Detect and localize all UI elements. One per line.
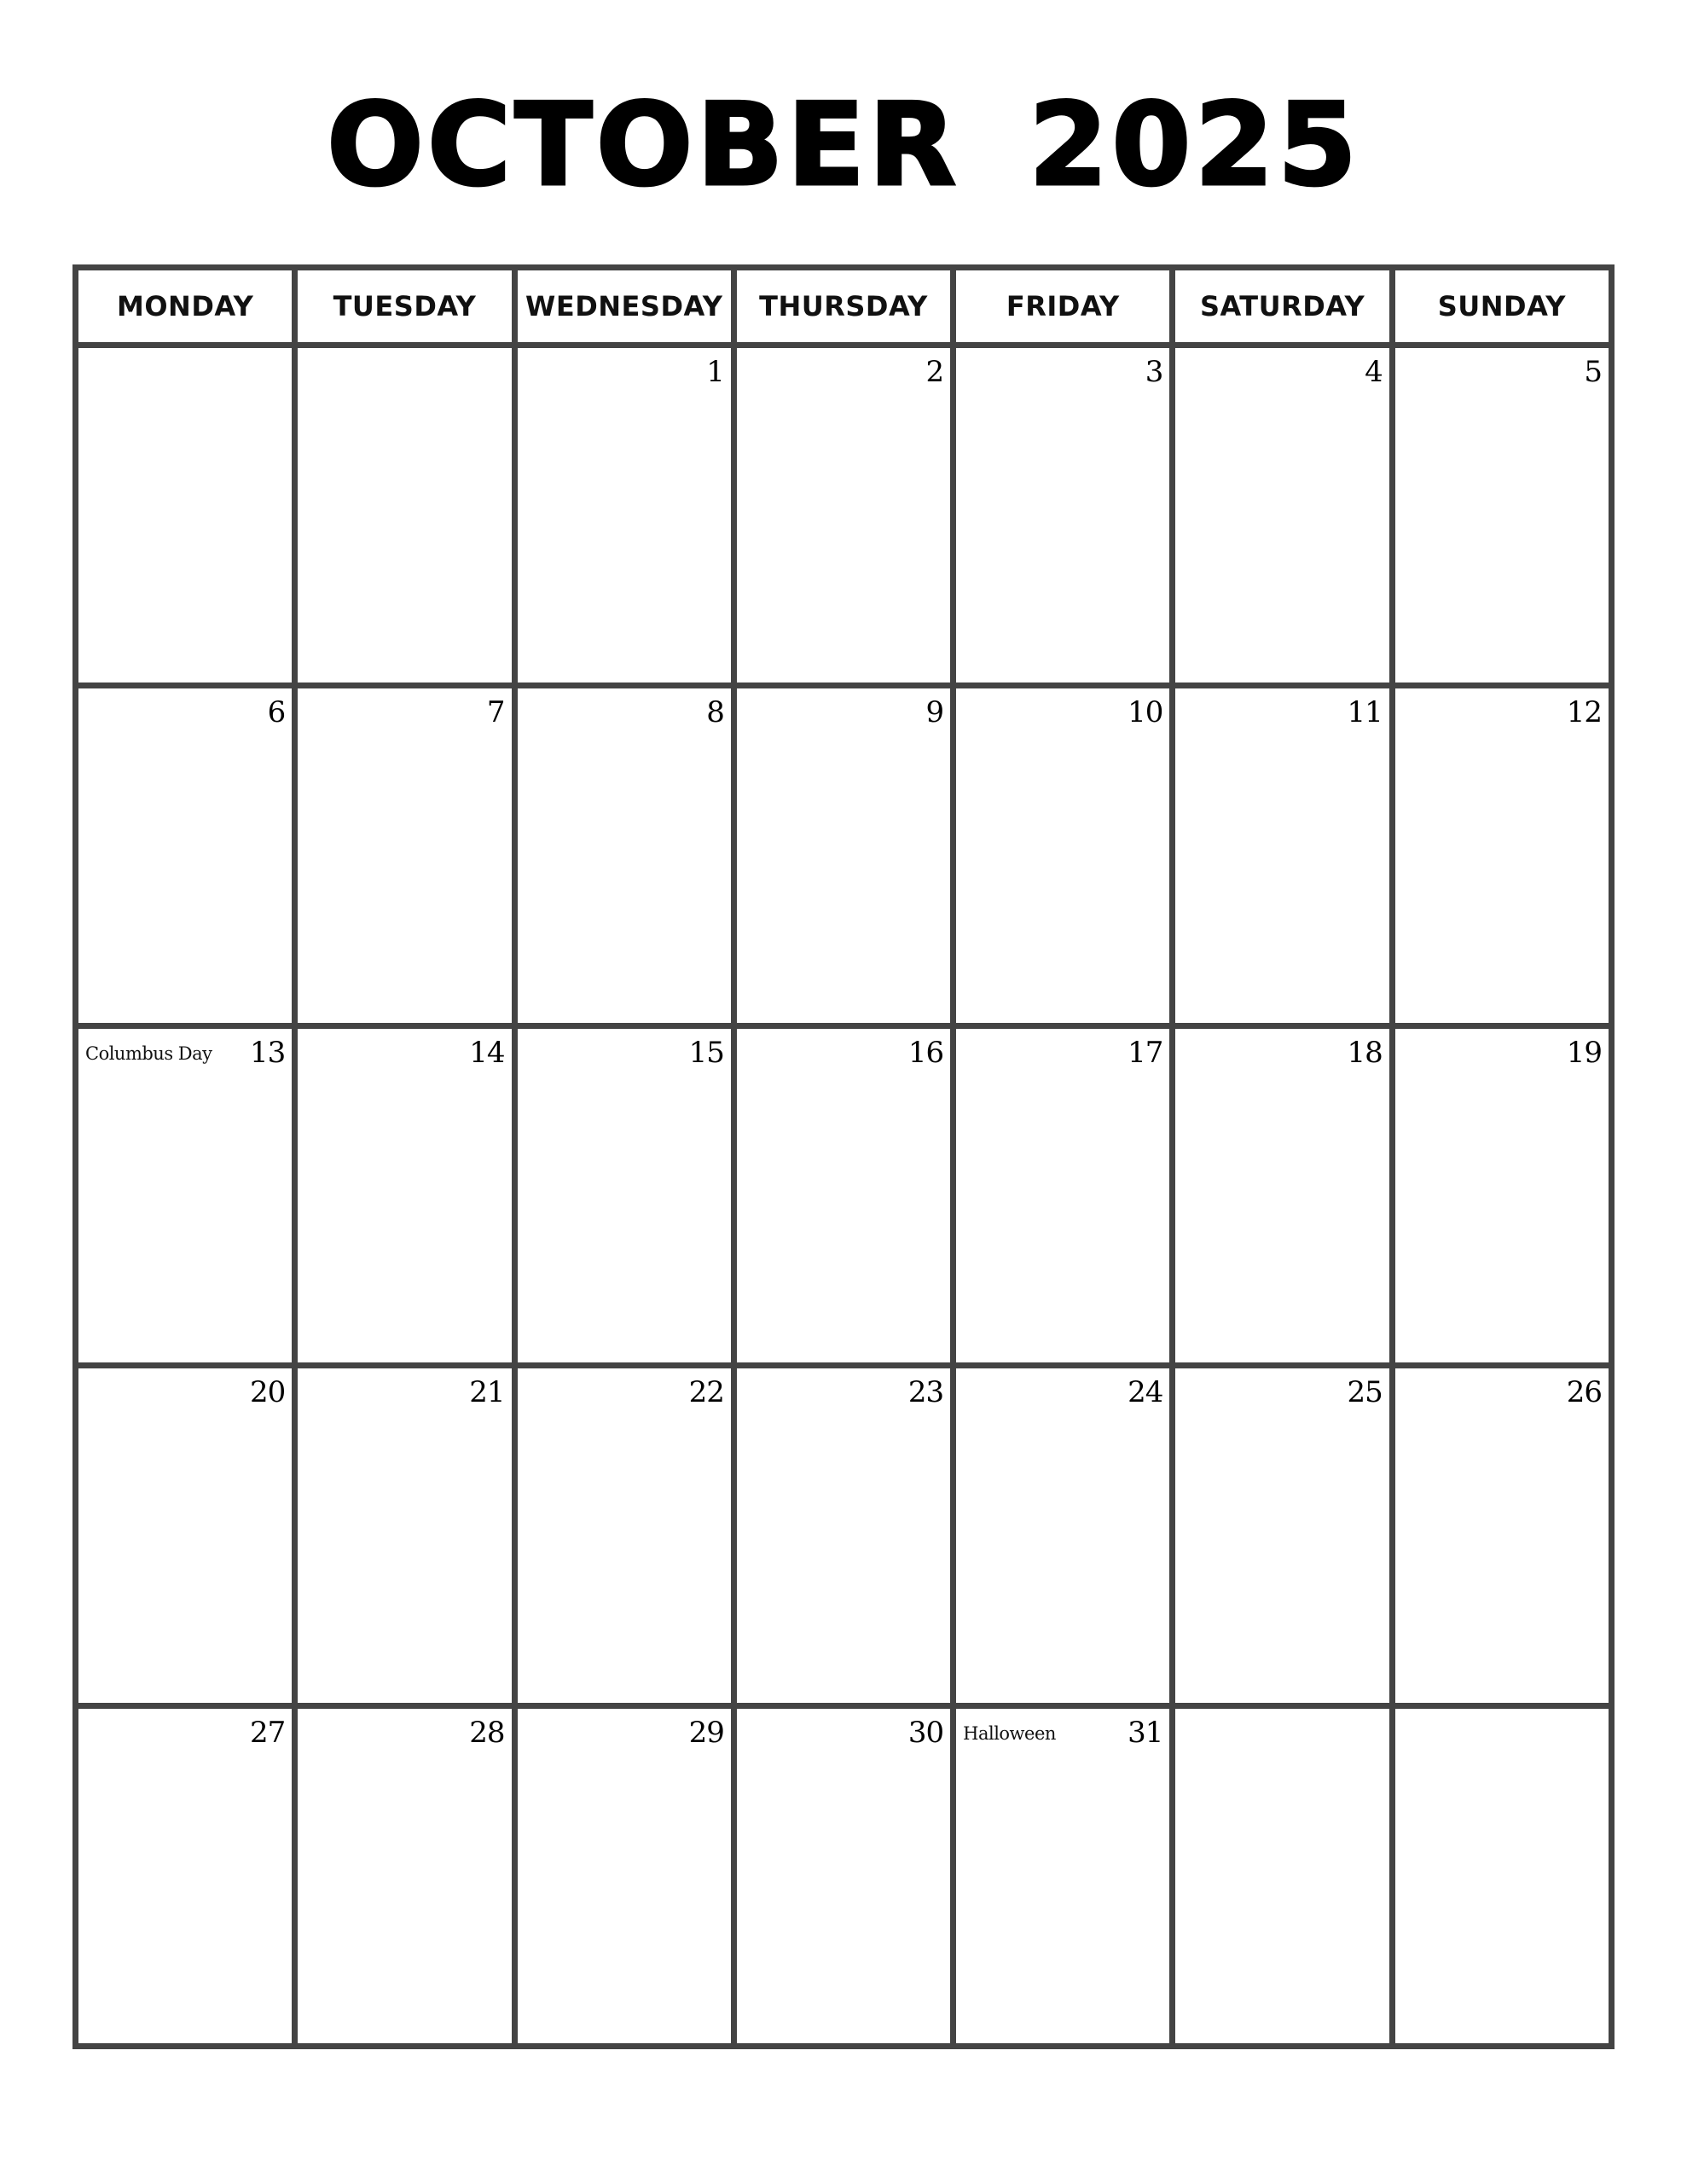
weekday-header-sunday: SUNDAY [1395,270,1609,342]
day-cell [956,688,1169,1023]
day-number: 15 [688,1035,724,1070]
day-number: 19 [1566,1035,1602,1070]
holiday-label: Columbus Day [85,1043,212,1064]
day-cell [1175,348,1388,682]
day-number: 9 [925,694,944,729]
day-number: 13 [250,1035,286,1070]
weekday-header-saturday: SATURDAY [1175,270,1388,342]
day-number: 23 [907,1375,944,1410]
weekday-header-tuesday: TUESDAY [298,270,511,342]
weekday-header-friday: FRIDAY [956,270,1169,342]
day-number: 7 [486,694,505,729]
day-cell [518,688,731,1023]
day-number: 20 [250,1375,286,1410]
day-number: 1 [706,355,724,389]
day-number: 25 [1347,1375,1383,1410]
day-cell [1175,688,1388,1023]
day-cell [78,1709,292,2043]
day-number: 12 [1566,694,1602,729]
day-cell [737,1029,950,1363]
day-cell [1395,348,1609,682]
day-number: 5 [1584,355,1602,389]
day-cell-empty [298,348,511,682]
weekday-header-thursday: THURSDAY [737,270,950,342]
day-cell-empty [78,348,292,682]
day-cell-empty [1175,1709,1388,2043]
day-number: 21 [469,1375,505,1410]
day-number: 28 [469,1716,505,1751]
day-number: 8 [706,694,724,729]
day-number: 11 [1347,694,1383,729]
day-number: 14 [469,1035,505,1070]
day-number: 10 [1128,694,1163,729]
day-cell [956,348,1169,682]
day-cell [1395,1029,1609,1363]
day-cell [1395,1368,1609,1703]
day-number: 22 [688,1375,724,1410]
calendar-title: OCTOBER 2025 [326,78,1361,212]
day-cell [518,1709,731,2043]
day-cell [737,1709,950,2043]
day-number: 16 [907,1035,944,1070]
calendar-grid [72,264,1615,2049]
day-number: 2 [925,355,944,389]
day-cell [518,348,731,682]
day-cell [1175,1368,1388,1703]
day-cell [737,688,950,1023]
day-cell [518,1029,731,1363]
day-number: 24 [1128,1375,1163,1410]
day-number: 3 [1145,355,1163,389]
day-number: 18 [1347,1035,1383,1070]
day-cell [956,1029,1169,1363]
day-cell-holiday [78,1029,292,1363]
day-cell-holiday [956,1709,1169,2043]
day-cell [737,1368,950,1703]
day-cell [1175,1029,1388,1363]
day-cell [298,1709,511,2043]
day-cell [956,1368,1169,1703]
day-cell [298,1029,511,1363]
day-number: 17 [1128,1035,1163,1070]
day-cell [1395,688,1609,1023]
day-number: 6 [267,694,286,729]
day-cell [78,688,292,1023]
day-number: 4 [1365,355,1383,389]
day-cell [298,688,511,1023]
weekday-header-wednesday: WEDNESDAY [518,270,731,342]
day-number: 30 [907,1716,944,1751]
holiday-label: Halloween [963,1723,1056,1745]
day-cell [298,1368,511,1703]
day-cell [518,1368,731,1703]
day-number: 26 [1566,1375,1602,1410]
day-number: 29 [688,1716,724,1751]
weekday-header-monday: MONDAY [78,270,292,342]
day-number: 27 [250,1716,286,1751]
day-cell-empty [1395,1709,1609,2043]
day-cell [78,1368,292,1703]
day-cell [737,348,950,682]
day-number: 31 [1128,1716,1163,1751]
